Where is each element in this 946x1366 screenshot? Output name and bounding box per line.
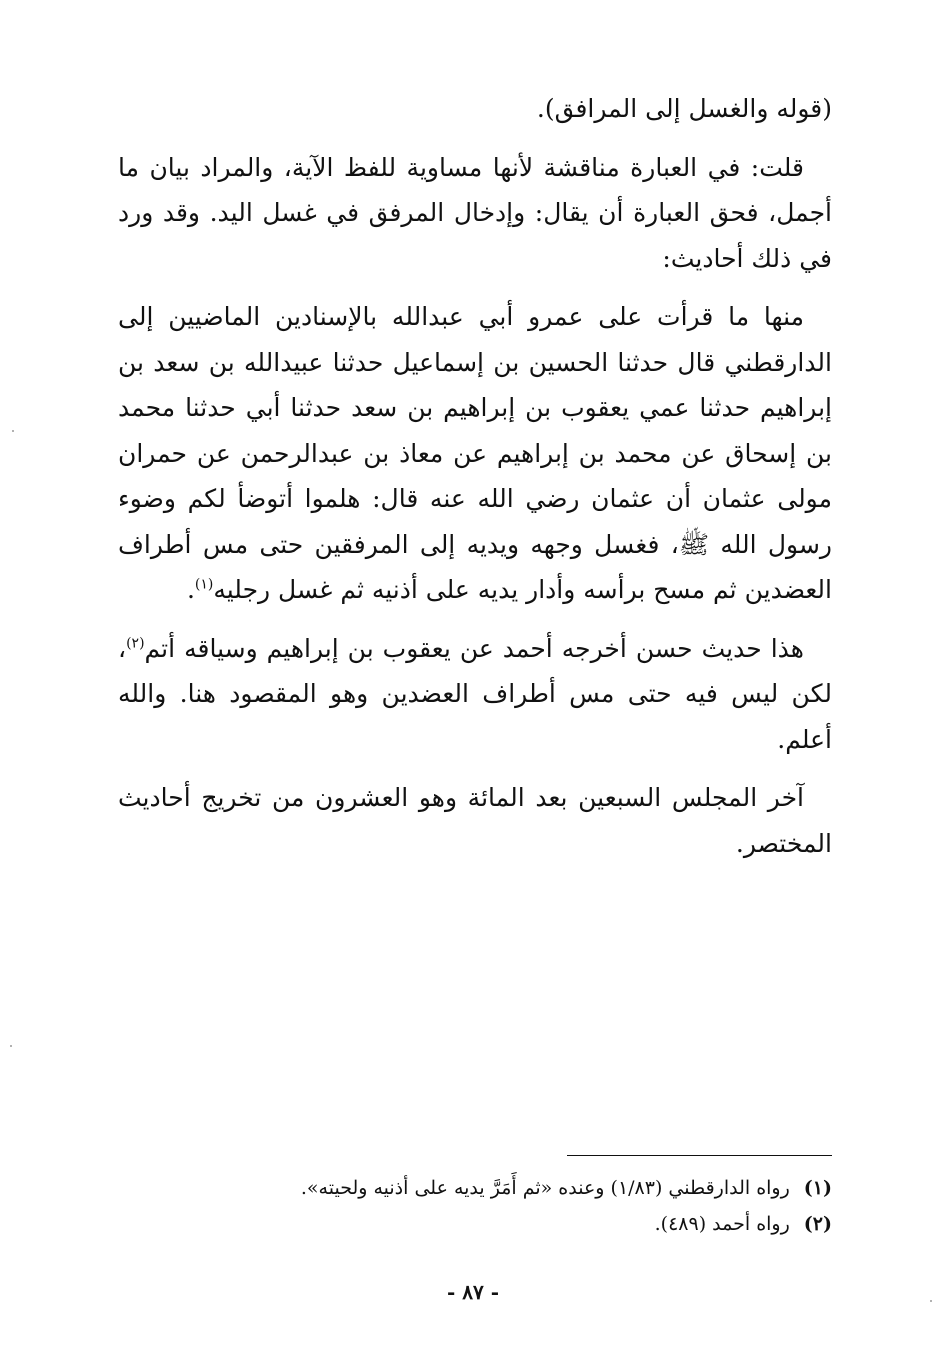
footnote-divider (567, 1155, 832, 1156)
footnote-ref-1[interactable]: (١) (194, 576, 214, 593)
hadith-text: منها ما قرأت على عمرو أبي عبدالله بالإسنادين الماضيين إلى الدارقطني قال حدثنا الحسين بن إسماعيل حدثنا عبيدالله بن سعد بن إبراهيم حدثنا عمي يعقوب بن إبراهيم بن سعد حدثنا أبي حدثنا محمد بن إسحاق عن محمد بن إبراهيم عن معاذ بن عبدالرحمن عن حمران مولى عثمان أن عثمان رضي الله عنه قال: هلموا أتوضأ لكم وضوء رسول الله ﷺ، فغسل وجهه ويديه إلى المرفقين حتى مس أطراف العضدين ثم مسح برأسه وأدار يديه على أذنيه ثم غسل رجليه (118, 302, 832, 604)
paragraph-session-end: آخر المجلس السبعين بعد المائة وهو العشرون من تخريج أحاديث المختصر. (118, 783, 832, 858)
page-number: - ٨٧ - (446, 1280, 499, 1304)
paragraph-comment: قلت: في العبارة مناقشة لأنها مساوية للفظ الآية، والمراد بيان ما أجمل، فحق العبارة أن يقال: وإدخال المرفق في غسل اليد. وقد ورد في ذلك أحاديث: (118, 152, 832, 273)
footnote-number: (١) (803, 1177, 832, 1199)
scan-speck (12, 430, 14, 432)
paragraph-grading (118, 626, 832, 763)
scan-speck (930, 1300, 932, 1302)
footnote-1 (200, 1170, 832, 1206)
footnotes (200, 1170, 832, 1242)
paragraph-hadith-chain (118, 294, 832, 613)
scan-speck (10, 1045, 12, 1047)
footnote-number: (٢) (803, 1213, 832, 1235)
footnote-ref-2[interactable]: (٢) (126, 635, 145, 652)
footnote-text: رواه أحمد (٤٨٩). (654, 1213, 790, 1235)
main-text (118, 86, 832, 879)
paragraph-heading-quote: (قوله والغسل إلى المرافق). (536, 94, 832, 123)
footnote-2 (200, 1206, 832, 1242)
grading-text-rest: ، لكن ليس فيه حتى مس أطراف العضدين وهو المقصود هنا. والله أعلم. (118, 633, 832, 754)
hadith-text-end: . (186, 575, 195, 604)
grading-text: هذا حديث حسن أخرجه أحمد عن يعقوب بن إبراهيم وسياقه أتم (144, 633, 804, 663)
footnote-text: رواه الدارقطني (١/٨٣) وعنده «ثم أَمَرَّ يديه على أذنيه ولحيته». (300, 1177, 790, 1199)
